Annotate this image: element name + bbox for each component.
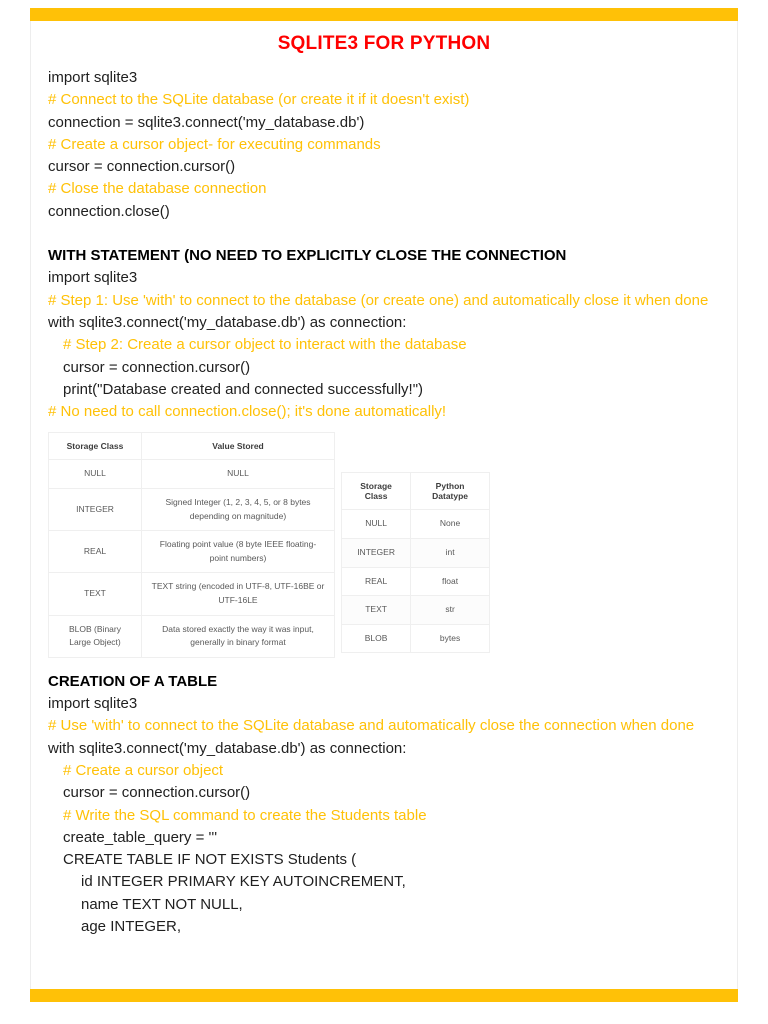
code-line: with sqlite3.connect('my_database.db') as connection: bbox=[48, 739, 407, 757]
code-line: connection = sqlite3.connect('my_database.db') bbox=[48, 113, 365, 131]
table-cell: NULL bbox=[49, 460, 142, 489]
table-cell: Floating point value (8 byte IEEE floating-point numbers) bbox=[142, 531, 335, 573]
code-line: import sqlite3 bbox=[48, 695, 138, 713]
intro-code-block bbox=[48, 67, 720, 223]
table-cell: INTEGER bbox=[49, 489, 142, 531]
code-line: id INTEGER PRIMARY KEY AUTOINCREMENT, bbox=[81, 873, 406, 891]
table-row bbox=[342, 567, 490, 596]
page-content bbox=[30, 21, 738, 989]
table-cell: NULL bbox=[342, 510, 411, 539]
table-header-cell: Value Stored bbox=[142, 433, 335, 460]
code-line: print("Database created and connected successfully!") bbox=[63, 380, 424, 398]
code-line: CREATE TABLE IF NOT EXISTS Students ( bbox=[63, 851, 357, 869]
code-comment-line: # Step 2: Create a cursor object to interact with the database bbox=[63, 336, 467, 354]
top-accent-bar bbox=[30, 8, 738, 21]
table-row bbox=[49, 460, 335, 489]
code-comment-line: # Connect to the SQLite database (or create it if it doesn't exist) bbox=[48, 91, 470, 109]
code-line: with sqlite3.connect('my_database.db') as connection: bbox=[48, 313, 407, 331]
storage-class-table bbox=[48, 432, 335, 657]
code-line: name TEXT NOT NULL, bbox=[81, 895, 243, 913]
table-cell: TEXT string (encoded in UTF-8, UTF-16BE or UTF-16LE bbox=[142, 573, 335, 615]
table-cell: str bbox=[411, 596, 490, 625]
code-line: cursor = connection.cursor() bbox=[63, 784, 251, 802]
table-cell: NULL bbox=[142, 460, 335, 489]
code-line: import sqlite3 bbox=[48, 69, 138, 86]
table-cell: INTEGER bbox=[342, 539, 411, 568]
table-cell: TEXT bbox=[342, 596, 411, 625]
table-row bbox=[342, 624, 490, 653]
table-cell: REAL bbox=[49, 531, 142, 573]
page-title: SQLITE3 FOR PYTHON bbox=[277, 33, 491, 54]
code-comment-line: # Close the database connection bbox=[48, 180, 267, 198]
code-line: cursor = connection.cursor() bbox=[63, 358, 251, 376]
table-cell: BLOB bbox=[342, 624, 411, 653]
bottom-accent-bar bbox=[30, 989, 738, 1002]
code-comment-line: # Create a cursor object- for executing commands bbox=[48, 135, 381, 153]
table-cell: Signed Integer (1, 2, 3, 4, 5, or 8 bytes depending on magnitude) bbox=[142, 489, 335, 531]
with-code-block bbox=[48, 267, 720, 423]
table-header-cell: Storage Class bbox=[342, 473, 411, 510]
creation-heading: CREATION OF A TABLE bbox=[48, 672, 218, 690]
table-cell: Data stored exactly the way it was input, generally in binary format bbox=[142, 615, 335, 657]
table-row bbox=[342, 596, 490, 625]
code-comment-line: # Step 1: Use 'with' to connect to the database (or create one) and automatically close it when done bbox=[48, 291, 709, 309]
table-cell: REAL bbox=[342, 567, 411, 596]
document-page bbox=[30, 8, 738, 1002]
table-cell: bytes bbox=[411, 624, 490, 653]
code-line: import sqlite3 bbox=[48, 269, 138, 287]
table-row bbox=[342, 510, 490, 539]
code-comment-line: # Create a cursor object bbox=[63, 761, 224, 779]
with-statement-heading: WITH STATEMENT (NO NEED TO EXPLICITLY CLOSE THE CONNECTION bbox=[48, 247, 567, 265]
table-row bbox=[342, 539, 490, 568]
table-row bbox=[49, 615, 335, 657]
table-header-cell: Python Datatype bbox=[411, 473, 490, 510]
table-row bbox=[49, 573, 335, 615]
table-header-row bbox=[49, 433, 335, 460]
code-comment-line: # Use 'with' to connect to the SQLite database and automatically close the connection when done bbox=[48, 717, 695, 735]
python-datatype-table bbox=[341, 472, 490, 653]
table-cell: TEXT bbox=[49, 573, 142, 615]
table-row bbox=[49, 489, 335, 531]
table-header-row bbox=[342, 473, 490, 510]
table-cell: int bbox=[411, 539, 490, 568]
tables-row bbox=[48, 432, 720, 657]
table-header-cell: Storage Class bbox=[49, 433, 142, 460]
table-cell: None bbox=[411, 510, 490, 539]
code-comment-line: # Write the SQL command to create the Students table bbox=[63, 806, 427, 824]
code-line: connection.close() bbox=[48, 202, 170, 220]
table-cell: float bbox=[411, 567, 490, 596]
table-row bbox=[49, 531, 335, 573]
table-cell: BLOB (Binary Large Object) bbox=[49, 615, 142, 657]
code-line: cursor = connection.cursor() bbox=[48, 158, 236, 176]
code-comment-line: # No need to call connection.close(); it's done automatically! bbox=[48, 403, 447, 421]
code-line: age INTEGER, bbox=[81, 918, 182, 936]
creation-code-block bbox=[48, 693, 720, 938]
code-line: create_table_query = ''' bbox=[63, 828, 218, 846]
